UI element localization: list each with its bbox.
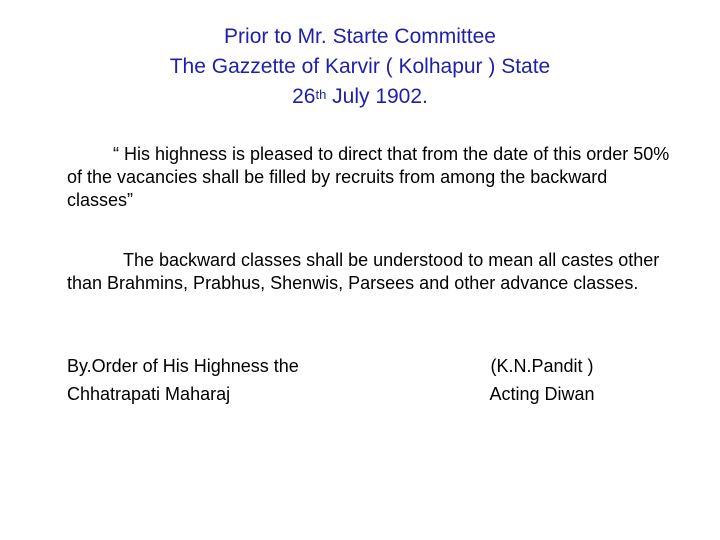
diwan-signature-block [476, 352, 608, 408]
date-day: 26 [292, 85, 316, 108]
quote-paragraph: “ His highness is pleased to direct that from the date of this order 50% of the vacancies shall be filled by recruits from among the backward classes” [67, 144, 670, 210]
title-line-date [0, 82, 720, 112]
title-line-gazette: The Gazzette of Karvir ( Kolhapur ) State [169, 55, 551, 78]
definition-paragraph: The backward classes shall be understood to mean all castes other than Brahmins, Prabhus, Shenwis, Parsees and other advance classes. [67, 250, 660, 293]
order-title-line: Chhatrapati Maharaj [67, 384, 231, 404]
diwan-title: Acting Diwan [489, 384, 595, 404]
diwan-name: (K.N.Pandit ) [490, 356, 594, 376]
date-suffix: th [315, 87, 327, 102]
order-signature-block [67, 352, 299, 408]
title-line-committee: Prior to Mr. Starte Committee [224, 25, 496, 48]
order-by-line: By.Order of His Highness the [67, 356, 299, 376]
document-title [0, 22, 720, 112]
date-rest: July 1902. [326, 85, 428, 108]
